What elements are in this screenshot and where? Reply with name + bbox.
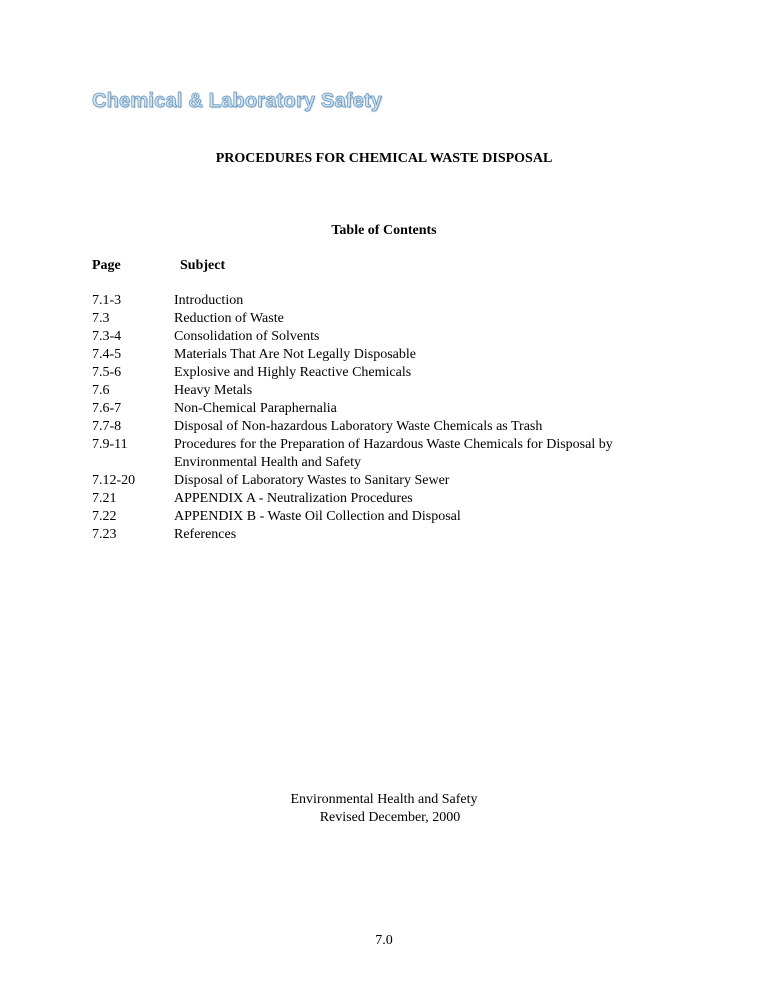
footer-revised-date: Revised December, 2000 — [319, 810, 461, 825]
toc-subject: Reduction of Waste — [174, 311, 284, 326]
toc-subject: APPENDIX A - Neutralization Procedures — [174, 491, 413, 506]
page-number: 7.0 — [375, 933, 393, 948]
toc-page-number: 7.9-11 — [92, 437, 128, 452]
logo: Chemical & Laboratory Safety — [92, 90, 383, 112]
toc-page-number: 7.4-5 — [92, 347, 122, 362]
subject-column-header: Subject — [180, 258, 226, 273]
footer-org-name: Environmental Health and Safety — [290, 792, 478, 807]
toc-subject: Consolidation of Solvents — [174, 329, 320, 344]
toc-page-number: 7.12-20 — [92, 473, 136, 488]
page-column-header: Page — [92, 258, 121, 273]
toc-title: Table of Contents — [331, 223, 437, 238]
toc-row — [92, 310, 692, 328]
toc-page-number: 7.21 — [92, 491, 117, 506]
toc-row — [92, 328, 692, 346]
toc-row — [92, 400, 692, 418]
toc-row — [92, 508, 692, 526]
toc-row — [92, 346, 692, 364]
toc-page-number: 7.6-7 — [92, 401, 122, 416]
document-title: PROCEDURES FOR CHEMICAL WASTE DISPOSAL — [215, 151, 553, 166]
toc-subject: Heavy Metals — [174, 383, 253, 398]
toc-row — [92, 436, 692, 472]
toc-row — [92, 382, 692, 400]
toc-row — [92, 526, 692, 544]
toc-subject: Non-Chemical Paraphernalia — [174, 401, 337, 416]
toc-subject: Explosive and Highly Reactive Chemicals — [174, 365, 412, 380]
toc-row — [92, 472, 692, 490]
toc-page-number: 7.23 — [92, 527, 117, 542]
toc-subject: Disposal of Non-hazardous Laboratory Waste Chemicals as Trash — [174, 419, 543, 434]
toc-subject: Materials That Are Not Legally Disposable — [174, 347, 416, 362]
toc-list — [92, 292, 692, 544]
footer-organization — [0, 791, 768, 827]
toc-row — [92, 292, 692, 310]
toc-row — [92, 490, 692, 508]
toc-page-number: 7.1-3 — [92, 293, 122, 308]
toc-subject: Introduction — [174, 293, 244, 308]
toc-subject: APPENDIX B - Waste Oil Collection and Disposal — [174, 509, 461, 524]
toc-subject: References — [174, 527, 237, 542]
toc-row — [92, 418, 692, 436]
toc-page-number: 7.6 — [92, 383, 110, 398]
toc-subject: Disposal of Laboratory Wastes to Sanitary Sewer — [174, 473, 450, 488]
toc-page-number: 7.3 — [92, 311, 110, 326]
toc-page-number: 7.7-8 — [92, 419, 122, 434]
toc-page-number: 7.3-4 — [92, 329, 122, 344]
toc-subject: Procedures for the Preparation of Hazardous Waste Chemicals for Disposal by Environmental Health and Safety — [174, 437, 613, 470]
toc-row — [92, 364, 692, 382]
toc-page-number: 7.5-6 — [92, 365, 122, 380]
toc-page-number: 7.22 — [92, 509, 117, 524]
